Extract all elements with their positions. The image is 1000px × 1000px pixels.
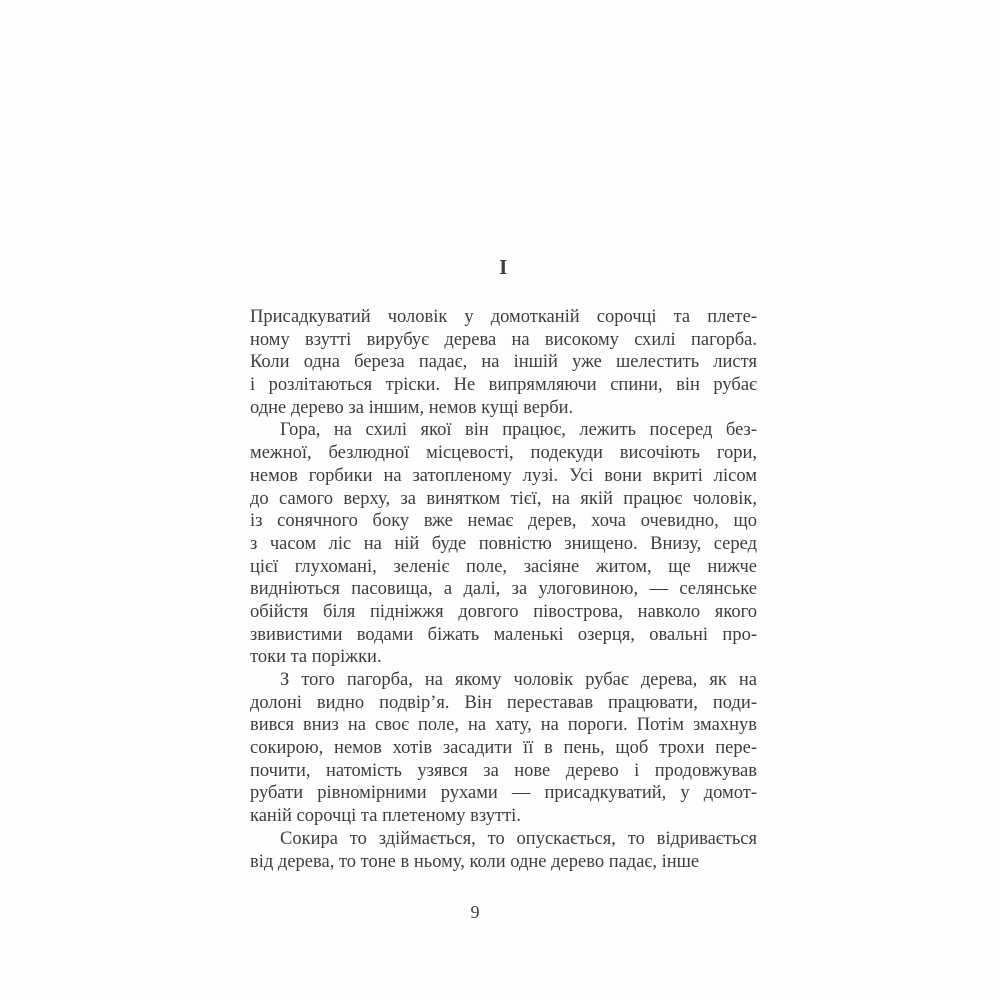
text-line: почити, натомість узявся за нове дерево і продовжував: [250, 760, 757, 781]
text-line: цієї глухомані, зеленіє поле, засіяне житом, ще нижче: [250, 556, 757, 577]
text-line: Сокира то здіймається, то опускається, то відривається: [280, 828, 757, 849]
text-line: рубати рівномірними рухами — присадкуватий, у домот-: [250, 783, 757, 804]
text-line: одне дерево за іншим, немов кущі верби.: [250, 397, 574, 418]
text-line: сокирою, немов хотів засадити її в пень, щоб трохи пере-: [250, 738, 757, 759]
text-line: із сонячного боку вже немає дерев, хоча очевидно, що: [250, 511, 757, 532]
text-line: Коли одна береза падає, на іншій уже шелестить листя: [250, 352, 757, 373]
paragraph: [250, 419, 757, 669]
text-line: з часом ліс на ній буде повністю знищено. Внизу, серед: [250, 533, 757, 554]
text-line: межної, безлюдної місцевості, подекуди височіють гори,: [250, 443, 757, 464]
text-line: і розлітаються тріски. Не випрямляючи спини, він рубає: [250, 375, 757, 396]
text-block: [250, 306, 757, 873]
text-line: токи та поріжки.: [250, 647, 382, 668]
text-line: немов горбики на затопленому лузі. Усі вони вкриті лісом: [250, 465, 757, 486]
text-line: вився вниз на своє поле, на хату, на пороги. Потім змахнув: [250, 715, 757, 736]
text-line: каній сорочці та плетеному взутті.: [250, 806, 521, 827]
paragraph: [250, 306, 757, 419]
paragraph: [250, 828, 757, 873]
text-line: Присадкуватий чоловік у домотканій сорочці та плете-: [250, 307, 757, 327]
text-line: долоні видно подвір’я. Він переставав працювати, поди-: [250, 692, 757, 713]
text-line: Гора, на схилі якої він працює, лежить посеред без-: [280, 420, 757, 441]
text-line: видніються пасовища, а далі, за улоговиною, — селянське: [250, 579, 757, 600]
text-line: звивистими водами біжать маленькі озерця, овальні про-: [250, 624, 757, 645]
text-line: обійстя біля підніжжя довгого півострова, навколо якого: [250, 601, 757, 622]
text-line: З того пагорба, на якому чоловік рубає дерева, як на: [280, 670, 757, 690]
paragraph: [250, 669, 757, 828]
page-number: 9: [470, 902, 480, 922]
chapter-heading: I: [499, 255, 508, 279]
text-line: від дерева, то тоне в ньому, коли одне дерево падає, інше: [250, 851, 700, 872]
text-line: ному взутті вирубує дерева на високому схилі пагорба.: [250, 329, 757, 350]
text-line: до самого верху, за винятком тієї, на якій працює чоловік,: [250, 488, 757, 509]
